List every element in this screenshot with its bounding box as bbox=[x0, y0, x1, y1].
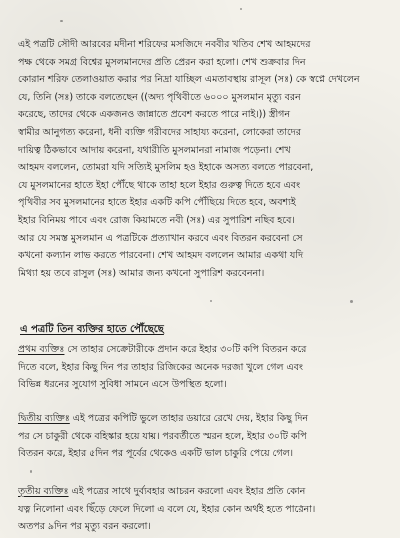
intro-line: যে মুসলমানের হাতে ইহা পৌঁছে থাকে তাহা হলে ইহার গুরুত্ব দিতে হবে এবং bbox=[18, 179, 301, 191]
intro-line: পক্ষ থেকে সমগ্র বিশ্বের মুসলমানদের প্রতি প্রেরন করা হলো। শেখ শুক্রবার দিন bbox=[18, 56, 306, 68]
intro-line: করেছে, তাদের থেকে একজনও জান্নাতে প্রবেশ করতে পারে নাই।)) স্ত্রীগন bbox=[18, 109, 290, 121]
first-person-line: দিতে বলে, ইহার কিছু দিন পর তাহার রিজিকের অনেক দরজা খুলে গেল এবং bbox=[18, 361, 303, 373]
second-person-line: বিতরন করে, ইহার ৫দিন পর পূর্বের থেকেও একটি ভাল চাকুরি পেয়ে গেল। bbox=[18, 448, 293, 460]
scan-speck bbox=[60, 20, 63, 22]
intro-line: কোরান শরিফ তেলাওয়াত করার পর নিদ্রা যাচ্ছিল এমতাবস্থায় রাসূল (সঃ) কে স্বপ্নে দেখলেন bbox=[18, 74, 360, 86]
scan-speck bbox=[30, 470, 32, 473]
first-person-line bbox=[18, 341, 386, 359]
first-person-paragraph bbox=[18, 341, 386, 394]
intro-line: ইহার বিনিময় পাবে এবং রোজ কিয়ামতে নবী (সঃ) এর সুপারিশ নছিব হবে। bbox=[18, 214, 295, 226]
second-person-line: পর সে চাকুরী থেকে বহিস্কার হয়ে যায়। পরবর্তীতে স্মরন হলে, ইহার ৩০টি কপি bbox=[18, 430, 307, 442]
scan-speck bbox=[240, 8, 242, 10]
section-heading: এ পত্রটি তিন ব্যক্তির হাতে পৌঁছেছে bbox=[20, 324, 164, 335]
third-person-line: অতপর ৯দিন পর মৃত্যু বরন করলো। bbox=[18, 521, 151, 533]
intro-line: আর যে সমস্ত মুসলমান এ পত্রটিকে প্রত্যাখান করবে এবং বিতরন করবেনা সে bbox=[18, 232, 303, 244]
intro-line: মিথ্যা হয় তবে রাসুল (সঃ) আমার জন্য কখনো সুপারিশ করবেননা। bbox=[18, 267, 265, 279]
intro-line: দায়িত্ব ঠিকভাবে আদায় করেনা, যথারীতি মুসলমানরা নামাজ পড়েনা। শেখ bbox=[18, 144, 291, 156]
second-person-text: এই পত্রের কপিটি ভুলে তাহার ডয়ারে রেখে দেয়, ইহার কিছু দিন bbox=[72, 413, 309, 424]
intro-line: যে, তিনি (সঃ) তাকে বলতেছেন ((অদ্য পৃথিবীতে ৬০০০ মুসলমান মৃত্যু বরন bbox=[18, 91, 301, 103]
third-person-text: এই পত্রের সাথে দুর্ব্যবহার আচরন করলো এবং ইহার প্রতি কোন bbox=[71, 486, 306, 497]
intro-paragraph bbox=[18, 36, 386, 282]
scan-speck bbox=[210, 300, 212, 302]
second-person-label: দ্বিতীয় ব্যক্তিঃ bbox=[18, 413, 70, 424]
intro-line: কখনো কল্যান লাভ করতে পারবেনা। শেখ আহমদ বললেন আমার একথা যদি bbox=[18, 250, 304, 262]
third-person-label: তৃতীয় ব্যক্তিঃ bbox=[18, 486, 69, 497]
intro-line: আহমদ বললেন, তোমরা যদি সত্যিই মুসলিম হও ইহাকে অসত্য বলতে পারবেনা, bbox=[18, 162, 314, 174]
first-person-label: প্রথম ব্যক্তিঃ bbox=[18, 344, 65, 355]
scan-speck bbox=[350, 300, 353, 303]
third-person-line: যত্ন নিলোনা এবং ছিঁড়ে ফেলে দিলো এ বলে যে, ইহার কোন অর্থই হতে পারেনা। bbox=[18, 503, 316, 515]
intro-line: স্বামীর আনুগত্য করেনা, ধনী ব্যক্তি গরীবদের সাহায্য করেনা, লোকেরা তাদের bbox=[18, 126, 301, 138]
third-person-line bbox=[18, 483, 386, 501]
first-person-text: সে তাহার সেক্রেটারীকে প্রদান করে ইহার ৩০টি কপি বিতরন করে bbox=[67, 344, 307, 355]
intro-line: পৃথিবীর সব মুসলমানের হাতে ইহার একটি কপি পৌঁছিয়ে দিতে হবে, অবশ্যই bbox=[18, 197, 296, 209]
intro-line: এই পত্রটি সৌদী আরবের মদীনা শরিফের মসজিদে নববীর খতিব শেখ আহমদের bbox=[18, 39, 311, 50]
second-person-line bbox=[18, 410, 386, 428]
first-person-line: বিভিন্ন ধরনের সুযোগ সুবিধা সামনে এসে উপস্থিত হলো। bbox=[18, 379, 227, 391]
third-person-paragraph bbox=[18, 483, 386, 536]
second-person-paragraph bbox=[18, 410, 386, 463]
